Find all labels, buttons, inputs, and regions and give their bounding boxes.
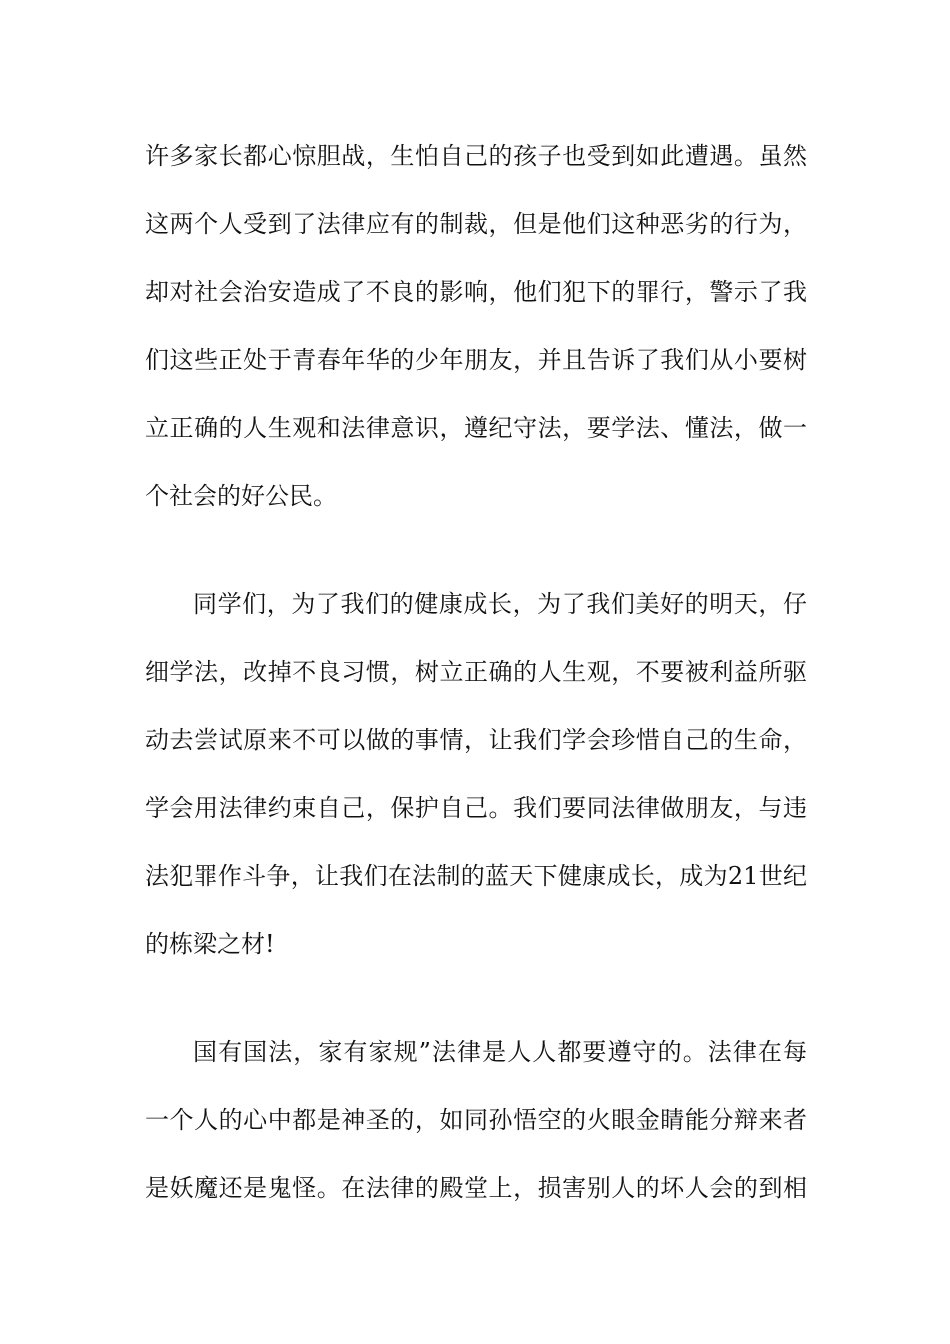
text-line: 许多家长都心惊胆战，生怕自己的孩子也受到如此遭遇。虽然 — [145, 142, 807, 170]
paragraph-first-line: 国有国法，家有家规”法律是人人都要遵守的。法律在每 — [193, 1038, 807, 1066]
text-line: 们这些正处于青春年华的少年朋友，并且告诉了我们从小要树 — [145, 346, 807, 374]
text-line: 法犯罪作斗争，让我们在法制的蓝天下健康成长，成为21世纪 — [145, 862, 807, 890]
text-line: 动去尝试原来不可以做的事情，让我们学会珍惜自己的生命， — [145, 726, 807, 754]
text-line: 是妖魔还是鬼怪。在法律的殿堂上，损害别人的坏人会的到相 — [145, 1174, 807, 1202]
text-line: 立正确的人生观和法律意识，遵纪守法，要学法、懂法，做一 — [145, 414, 807, 442]
text-line: 一个人的心中都是神圣的，如同孙悟空的火眼金睛能分辩来者 — [145, 1106, 807, 1134]
text-line: 学会用法律约束自己，保护自己。我们要同法律做朋友，与违 — [145, 794, 807, 822]
text-line: 细学法，改掉不良习惯，树立正确的人生观，不要被利益所驱 — [145, 658, 807, 686]
text-line: 却对社会治安造成了不良的影响，他们犯下的罪行，警示了我 — [145, 278, 807, 306]
text-line: 个社会的好公民。 — [145, 482, 337, 510]
text-line: 的栋梁之材! — [145, 930, 275, 958]
paragraph-first-line: 同学们，为了我们的健康成长，为了我们美好的明天，仔 — [193, 590, 807, 618]
text-line: 这两个人受到了法律应有的制裁，但是他们这种恶劣的行为， — [145, 210, 807, 238]
